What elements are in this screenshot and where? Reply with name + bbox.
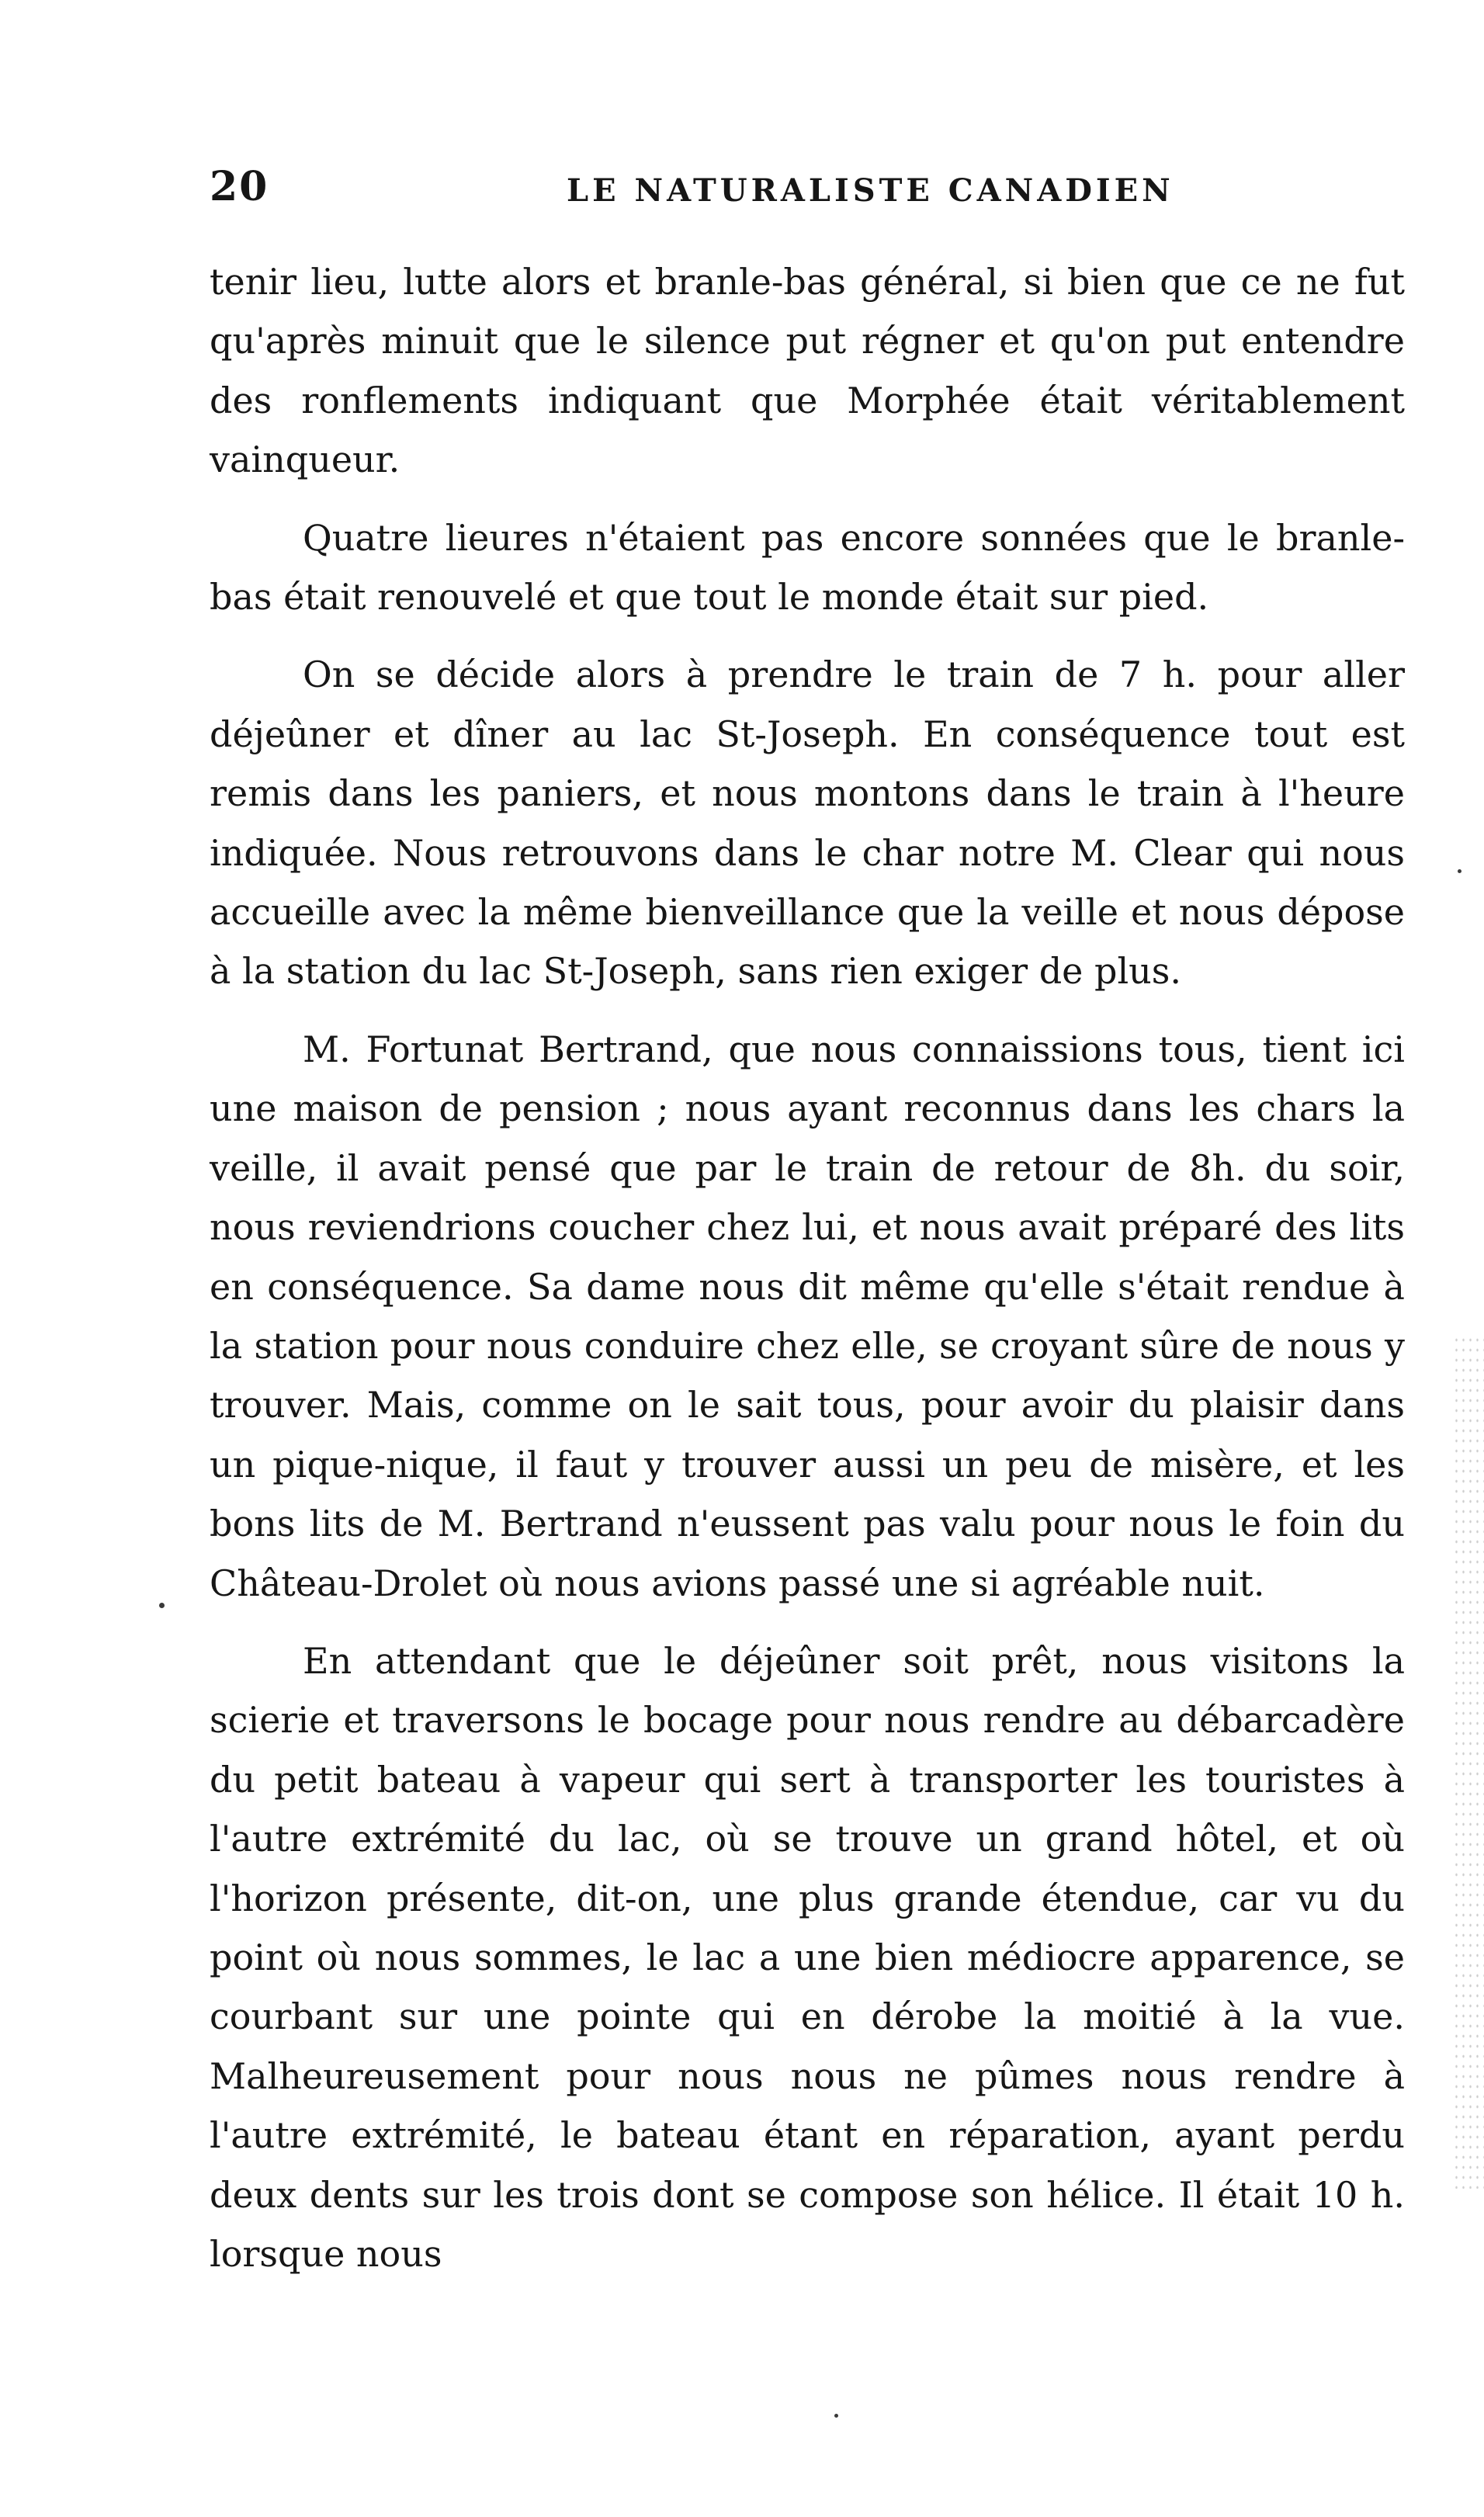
paragraph-train-st-joseph: On se décide alors à prendre le train de 7 h. pour aller déjeûner et dîner au lac St-Joseph. En conséquence tout est remis dans les paniers, et nous montons dans le train à l'heure indiquée. Nous retrouvons dans le char notre M. Clear qui nous accueille avec la même bienveillance que la veille et nous dépose à la station du lac St-Joseph, sans rien exiger de plus. [210, 654, 1405, 993]
ink-speck [1458, 869, 1461, 873]
page-header [210, 155, 1405, 225]
paragraph-bertrand: M. Fortunat Bertrand, que nous connaissions tous, tient ici une maison de pension ; nous ayant reconnus dans les chars la veille, il avait pensé que par le train de retour de 8h. du soir, nous reviendrions coucher chez lui, et nous avait préparé des lits en conséquence. Sa dame nous dit même qu'elle s'était rendue à la station pour nous conduire chez elle, se croyant sûre de nous y trouver. Mais, comme on le sait tous, pour avoir du plaisir dans un pique-nique, il faut y trouver aussi un peu de misère, et les bons lits de M. Bertrand n'eussent pas valu pour nous le foin du Château-Drolet où nous avions passé une si agréable nuit. [210, 1028, 1405, 1604]
paragraph-dejeuner: En attendant que le déjeûner soit prêt, nous visitons la scierie et traversons le bocage pour nous rendre au débarcadère du petit bateau à vapeur qui sert à transporter les touristes à l'autre extrémité du lac, où se trouve un grand hôtel, et où l'horizon présente, dit-on, une plus grande étendue, car vu du point où nous sommes, le lac a une bien médiocre apparence, se courbant sur une pointe qui en dérobe la moitié à la vue. Malheureusement pour nous nous ne pûmes nous rendre à l'autre extrémité, le bateau étant en réparation, ayant perdu deux dents sur les trois dont se compose son hélice. Il était 10 h. lorsque nous [210, 1639, 1405, 2275]
ink-speck [834, 2414, 838, 2418]
page-number: 20 [210, 163, 269, 210]
paragraph-continuation: tenir lieu, lutte alors et branle-bas général, si bien que ce ne fut qu'après minuit que le silence put régner et qu'on put entendre des ronflements indiquant que Morphée était véritablement vainqueur. [210, 261, 1405, 481]
margin-scan-noise [1453, 1335, 1484, 2189]
running-title: LE NATURALISTE CANADIEN [567, 172, 1174, 209]
body-text [210, 252, 1405, 2302]
paragraph-quatre-heures: Quatre lieures n'étaient pas encore sonnées que le branle-bas était renouvelé et que tout le monde était sur pied. [210, 516, 1405, 619]
ink-speck [159, 1603, 165, 1608]
